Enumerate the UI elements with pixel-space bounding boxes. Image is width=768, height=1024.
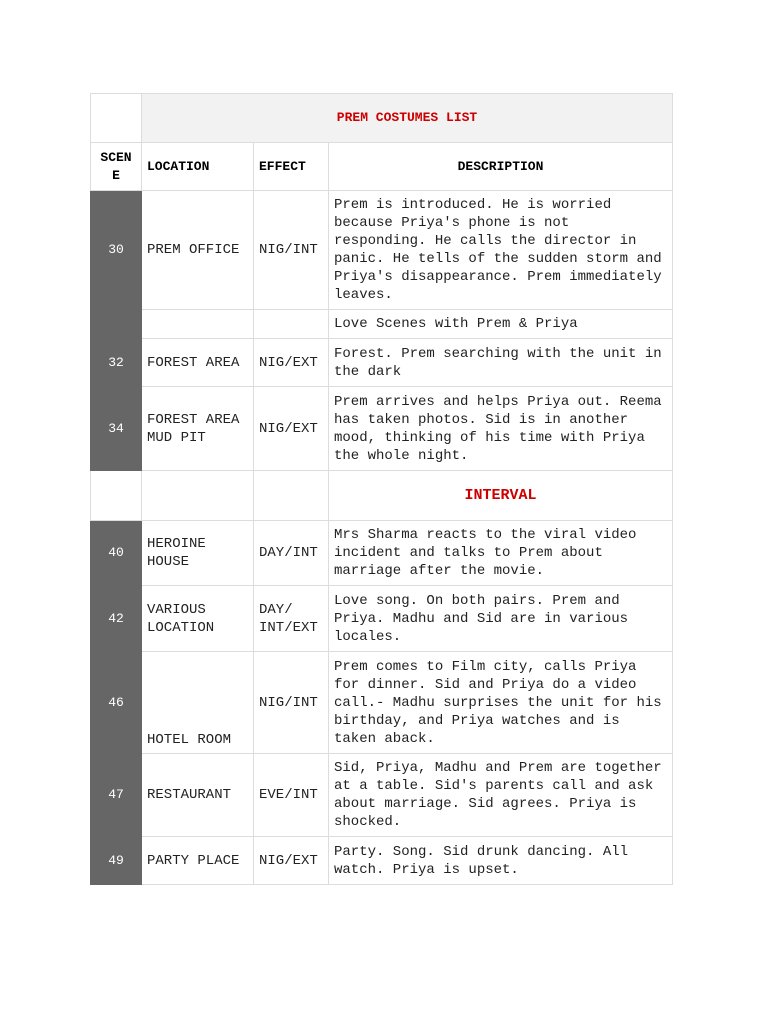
- interval-blank-scene: [91, 471, 142, 521]
- description-cell: Mrs Sharma reacts to the viral video incident and talks to Prem about marriage after the movie.: [329, 521, 673, 586]
- scene-number: [91, 310, 142, 339]
- description-cell: Love song. On both pairs. Prem and Priya. Madhu and Sid are in various locales.: [329, 586, 673, 652]
- description-cell: Prem arrives and helps Priya out. Reema has taken photos. Sid is in another mood, thinking of his time with Priya the whole night.: [329, 387, 673, 471]
- description-cell: Party. Song. Sid drunk dancing. All watch. Priya is upset.: [329, 837, 673, 885]
- scene-number: 47: [91, 754, 142, 837]
- interval-row: [91, 471, 673, 521]
- interval-blank-location: [142, 471, 254, 521]
- effect-cell: EVE/INT: [254, 754, 329, 837]
- effect-cell: NIG/INT: [254, 191, 329, 310]
- header-effect: EFFECT: [254, 143, 329, 191]
- scene-number: 34: [91, 387, 142, 471]
- description-cell: Forest. Prem searching with the unit in the dark: [329, 339, 673, 387]
- title-blank-cell: [91, 94, 142, 143]
- location-cell: FOREST AREA MUD PIT: [142, 387, 254, 471]
- location-cell: FOREST AREA: [142, 339, 254, 387]
- effect-cell: NIG/INT: [254, 652, 329, 754]
- interval-blank-effect: [254, 471, 329, 521]
- table-row: [91, 837, 673, 885]
- header-location: LOCATION: [142, 143, 254, 191]
- table-row: [91, 387, 673, 471]
- location-cell: HOTEL ROOM: [142, 652, 254, 754]
- description-cell: Prem is introduced. He is worried because Priya's phone is not responding. He calls the director in panic. He tells of the sudden storm and Priya's disappearance. Prem immediately leaves.: [329, 191, 673, 310]
- description-cell: Sid, Priya, Madhu and Prem are together at a table. Sid's parents call and ask about marriage. Sid agrees. Priya is shocked.: [329, 754, 673, 837]
- table-row: [91, 191, 673, 310]
- effect-cell: NIG/EXT: [254, 339, 329, 387]
- location-cell: PARTY PLACE: [142, 837, 254, 885]
- table-row: [91, 586, 673, 652]
- scene-number: 49: [91, 837, 142, 885]
- effect-cell: NIG/EXT: [254, 387, 329, 471]
- header-description: DESCRIPTION: [329, 143, 673, 191]
- location-cell: VARIOUS LOCATION: [142, 586, 254, 652]
- scene-number: 42: [91, 586, 142, 652]
- table-row: [91, 754, 673, 837]
- effect-cell: [254, 310, 329, 339]
- description-cell: Prem comes to Film city, calls Priya for dinner. Sid and Priya do a video call.- Madhu surprises the unit for his birthday, and Priya watches and is taken aback.: [329, 652, 673, 754]
- table-row: [91, 652, 673, 754]
- effect-cell: DAY/ INT/EXT: [254, 586, 329, 652]
- scene-number: 40: [91, 521, 142, 586]
- interval-label: INTERVAL: [329, 471, 673, 521]
- location-cell: RESTAURANT: [142, 754, 254, 837]
- header-row: [91, 143, 673, 191]
- scene-number: 30: [91, 191, 142, 310]
- description-cell: Love Scenes with Prem & Priya: [329, 310, 673, 339]
- table-row: [91, 339, 673, 387]
- scene-number: 46: [91, 652, 142, 754]
- table-title: PREM COSTUMES LIST: [142, 94, 673, 143]
- effect-cell: NIG/EXT: [254, 837, 329, 885]
- costumes-table: [90, 93, 673, 885]
- scene-number: 32: [91, 339, 142, 387]
- location-cell: HEROINE HOUSE: [142, 521, 254, 586]
- effect-cell: DAY/INT: [254, 521, 329, 586]
- location-cell: PREM OFFICE: [142, 191, 254, 310]
- table-row: [91, 310, 673, 339]
- location-cell: [142, 310, 254, 339]
- title-row: [91, 94, 673, 143]
- header-scene: SCEN E: [91, 143, 142, 191]
- table-row: [91, 521, 673, 586]
